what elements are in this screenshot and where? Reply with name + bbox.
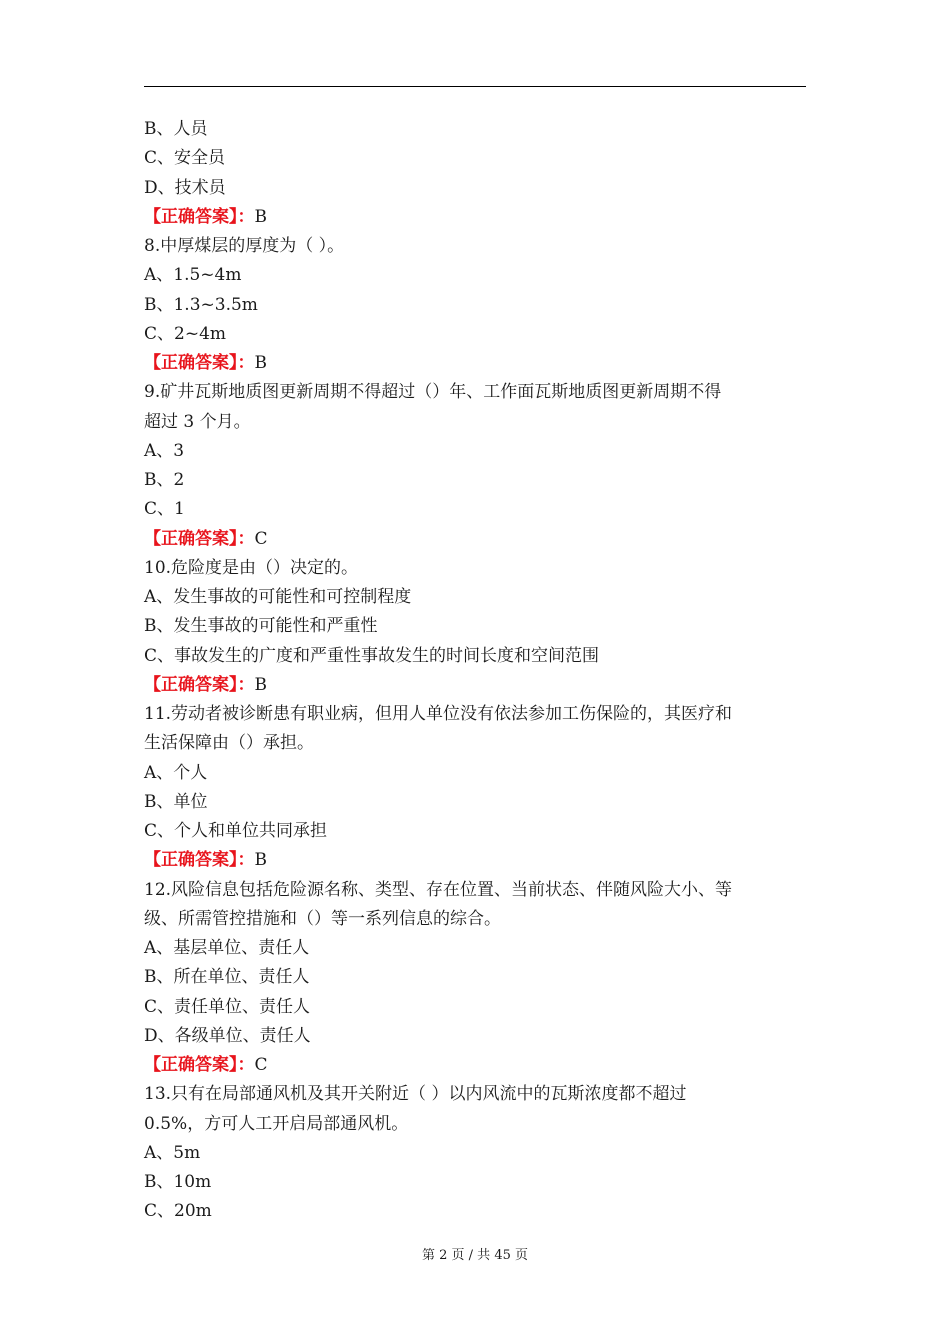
question-text: 0.5%，方可人工开启局部通风机。 <box>144 1113 409 1134</box>
correct-answer-label: 【正确答案】： <box>144 1055 255 1075</box>
correct-answer-label: 【正确答案】： <box>144 674 255 695</box>
correct-answer-label: 【正确答案】： <box>144 528 255 549</box>
option-text: B、2 <box>144 470 185 490</box>
question-text: 超过 3 个月。 <box>144 411 251 432</box>
option-text: D、各级单位、责任人 <box>144 1025 311 1046</box>
option-text: D、技术员 <box>144 177 226 198</box>
option-text: C、个人和单位共同承担 <box>144 821 328 841</box>
correct-answer-value: C <box>254 528 268 549</box>
correct-answer-line <box>144 671 806 700</box>
option-text: A、基层单位、责任人 <box>144 938 310 958</box>
option-text: C、1 <box>144 499 185 520</box>
correct-answer-line <box>144 1051 806 1080</box>
correct-answer-value: B <box>254 674 267 695</box>
correct-answer-value: B <box>254 206 267 227</box>
option-text: A、1.5~4m <box>144 265 242 286</box>
correct-answer-label: 【正确答案】： <box>144 353 255 373</box>
option-text: B、人员 <box>144 119 208 139</box>
option-text: C、事故发生的广度和严重性事故发生的时间长度和空间范围 <box>144 645 600 666</box>
option-text: C、2~4m <box>144 323 227 344</box>
option-text: A、3 <box>144 440 185 461</box>
correct-answer-value: B <box>254 850 267 871</box>
option-text: B、单位 <box>144 791 208 812</box>
question-text: 13.只有在局部通风机及其开关附近（ ）以内风流中的瓦斯浓度都不超过 <box>144 1084 687 1105</box>
option-text: A、个人 <box>144 762 208 783</box>
correct-answer-line <box>144 846 806 875</box>
option-text: A、5m <box>144 1142 201 1163</box>
question-text: 10.危险度是由（）决定的。 <box>144 557 359 578</box>
option-text: C、责任单位、责任人 <box>144 996 311 1017</box>
correct-answer-value: B <box>254 353 267 373</box>
option-text: B、10m <box>144 1172 212 1192</box>
question-text: 级、所需管控措施和（）等一系列信息的综合。 <box>144 908 501 929</box>
header-rule <box>144 86 806 87</box>
question-text: 11.劳动者被诊断患有职业病，但用人单位没有依法参加工伤保险的，其医疗和 <box>144 704 733 724</box>
option-text: B、所在单位、责任人 <box>144 967 310 988</box>
option-text: B、1.3~3.5m <box>144 294 258 315</box>
question-text: 8.中厚煤层的厚度为（ ）。 <box>144 236 345 256</box>
page-footer: 第 2 页 / 共 45 页 <box>422 1248 528 1263</box>
question-text: 12.风险信息包括危险源名称、类型、存在位置、当前状态、伴随风险大小、等 <box>144 879 733 900</box>
question-text: 生活保障由（）承担。 <box>144 733 314 754</box>
correct-answer-value: C <box>254 1055 268 1075</box>
correct-answer-line <box>144 203 806 232</box>
correct-answer-line <box>144 525 806 554</box>
option-text: B、发生事故的可能性和严重性 <box>144 616 378 637</box>
correct-answer-line <box>144 349 806 378</box>
correct-answer-label: 【正确答案】： <box>144 206 255 227</box>
question-text: 9.矿井瓦斯地质图更新周期不得超过（）年、工作面瓦斯地质图更新周期不得 <box>144 382 722 403</box>
option-text: C、20m <box>144 1201 212 1222</box>
option-text: A、发生事故的可能性和可控制程度 <box>144 587 412 607</box>
option-text: C、安全员 <box>144 148 226 169</box>
question-list <box>144 115 806 1227</box>
correct-answer-label: 【正确答案】： <box>144 850 255 871</box>
